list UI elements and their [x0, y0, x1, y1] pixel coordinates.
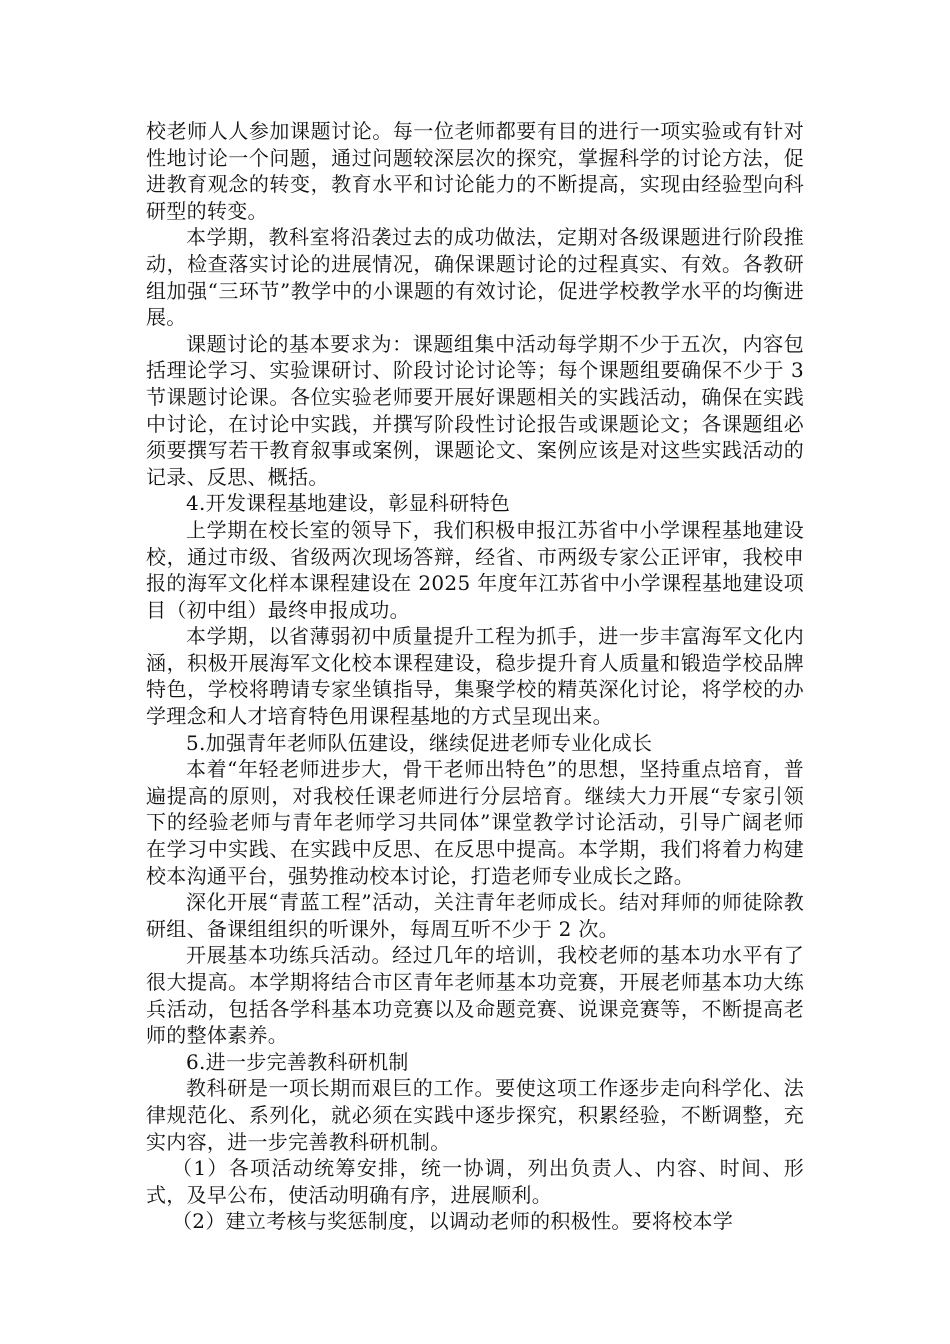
paragraph-research-requirements: 课题讨论的基本要求为：课题组集中活动每学期不少于五次，内容包括理论学习、实验课研讨、阶段讨论讨论等；每个课题组要确保不少于 3 节课题讨论课。各位实验老师要开展好课题相关的实践活动，确保在实践中讨论，在讨论中实践，并撰写阶段性讨论报告或课题论文；各课题组必须要撰写若干教育叙事或案例，课题论文、案例应该是对这些实践活动的记录、反思、概括。 — [146, 331, 804, 489]
paragraph-course-base-this-term: 本学期，以省薄弱初中质量提升工程为抓手，进一步丰富海军文化内涵，积极开展海军文化校本课程建设，稳步提升育人质量和锻造学校品牌特色，学校将聘请专家坐镇指导，集聚学校的精英深化讨论，将学校的办学理念和人才培育特色用课程基地的方式呈现出来。 — [146, 624, 804, 729]
paragraph-continuation: 校老师人人参加课题讨论。每一位老师都要有目的进行一项实验或有针对性地讨论一个问题，通过问题较深层次的探究，掌握科学的讨论方法，促进教育观念的转变，教育水平和讨论能力的不断提高，实现由经验型向科研型的转变。 — [146, 119, 804, 223]
paragraph-qinglan-project: 深化开展“青蓝工程”活动，关注青年老师成长。结对拜师的师徒除教研组、备课组组织的听课外，每周互听不少于 2 次。 — [146, 890, 804, 941]
paragraph-research-mechanism: 教科研是一项长期而艰巨的工作。要使这项工作逐步走向科学化、法律规范化、系列化，就必须在实践中逐步探究，积累经验，不断调整，充实内容，进一步完善教科研机制。 — [146, 1076, 804, 1154]
document-body — [146, 118, 804, 1235]
paragraph-teacher-training: 本着“年轻老师进步大，骨干老师出特色”的思想，坚持重点培育，普遍提高的原则，对我校任课老师进行分层培育。继续大力开展“专家引领下的经验老师与青年老师学习共同体”课堂教学讨论活动，引导广阔老师在学习中实践、在实践中反思、在反思中提高。本学期，我们将着力构建校本沟通平台，强势推动校本讨论，打造老师专业成长之路。 — [146, 757, 804, 888]
list-item-2: （2）建立考核与奖惩制度，以调动老师的积极性。要将校本学 — [172, 1209, 734, 1234]
paragraph-basic-skills: 开展基本功练兵活动。经过几年的培训，我校老师的基本功水平有了很大提高。本学期将结合市区青年老师基本功竞赛，开展老师基本功大练兵活动，包括各学科基本功竞赛以及命题竞赛、说课竞赛等，不断提高老师的整体素养。 — [146, 943, 804, 1048]
section-heading-5: 5.加强青年老师队伍建设，继续促进老师专业化成长 — [186, 730, 653, 755]
paragraph-term-plan: 本学期，教科室将沿袭过去的成功做法，定期对各级课题进行阶段推动，检查落实讨论的进展情况，确保课题讨论的过程真实、有效。各教研组加强“三环节”教学中的小课题的有效讨论，促进学校教学水平的均衡进展。 — [146, 225, 804, 330]
section-heading-6: 6.进一步完善教科研机制 — [186, 1049, 409, 1074]
paragraph-course-base-last-term: 上学期在校长室的领导下，我们积极申报江苏省中小学课程基地建设校，通过市级、省级两次现场答辩，经省、市两级专家公正评审，我校申报的海军文化样本课程建设在 2025 年度年江苏省中小学课程基地建设项目（初中组）最终申报成功。 — [146, 517, 804, 622]
list-item-1: （1）各项活动统筹安排，统一协调，列出负责人、内容、时间、形式，及早公布，使活动明确有序，进展顺利。 — [146, 1156, 804, 1207]
section-heading-4: 4.开发课程基地建设，彰显科研特色 — [186, 491, 511, 516]
